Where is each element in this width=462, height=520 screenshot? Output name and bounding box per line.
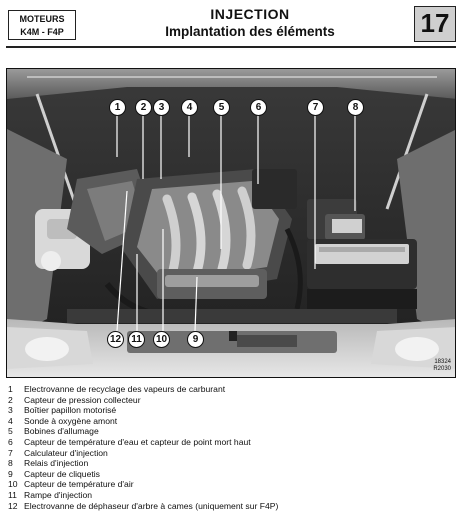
title-block (100, 6, 400, 39)
callout-4: 4 (181, 99, 198, 116)
legend-item: 8 Relais d'injection (8, 458, 89, 469)
header-divider (6, 46, 456, 48)
page-subtitle: Implantation des éléments (165, 24, 335, 39)
legend-item: 7 Calculateur d'injection (8, 447, 108, 458)
legend-item: 6 Capteur de température d'eau et capteur de point mort haut (8, 436, 251, 447)
callout-5: 5 (213, 99, 230, 116)
engine-bay-illustration (7, 69, 456, 378)
legend-item: 11 Rampe d'injection (8, 489, 93, 500)
legend-item: 9 Capteur de cliquetis (8, 468, 100, 479)
callout-8: 8 (347, 99, 364, 116)
legend-item: 1 Electrovanne de recyclage des vapeurs de carburant (8, 384, 226, 394)
component-legend (8, 384, 458, 511)
callout-2: 2 (135, 99, 152, 116)
legend-item: 3 Boîtier papillon motorisé (8, 405, 117, 416)
engine-label: MOTEURS (19, 14, 65, 24)
figure-reference-code: 18324 R2030 (433, 359, 451, 372)
engine-box (8, 10, 76, 40)
engine-codes: K4M - F4P (20, 27, 64, 37)
callout-6: 6 (250, 99, 267, 116)
callout-7: 7 (307, 99, 324, 116)
legend-item: 10 Capteur de température d'air (8, 479, 134, 490)
callout-3: 3 (153, 99, 170, 116)
page-title: INJECTION (210, 6, 290, 22)
legend-item: 4 Sonde à oxygène amont (8, 415, 118, 426)
callout-12: 12 (107, 331, 124, 348)
callout-11: 11 (128, 331, 145, 348)
legend-item: 5 Bobines d'allumage (8, 426, 99, 437)
engine-bay-photo (6, 68, 456, 378)
chapter-number: 17 (414, 6, 456, 42)
callout-10: 10 (153, 331, 170, 348)
legend-item: 2 Capteur de pression collecteur (8, 394, 141, 405)
callout-9: 9 (187, 331, 204, 348)
legend-item: 12 Electrovanne de déphaseur d'arbre à cames (uniquement sur F4P) (8, 500, 279, 511)
callout-1: 1 (109, 99, 126, 116)
